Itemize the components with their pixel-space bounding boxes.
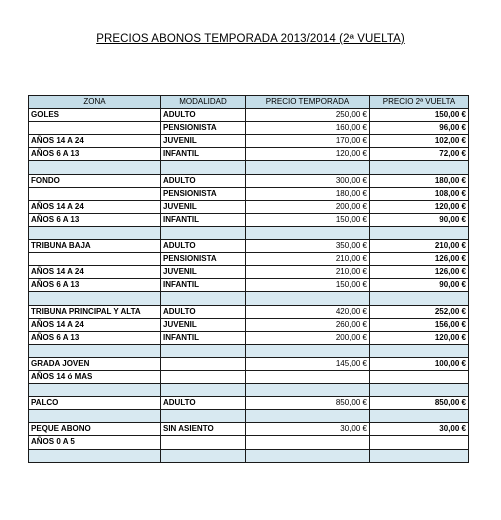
zona-cell: PEQUE ABONO <box>29 423 161 436</box>
separator-cell <box>161 161 246 174</box>
separator-row <box>29 410 469 423</box>
table-row <box>29 200 469 213</box>
precio-temporada-cell <box>246 436 370 449</box>
modalidad-cell: INFANTIL <box>161 331 246 344</box>
zona-cell: PALCO <box>29 397 161 410</box>
precio-temporada-cell: 200,00 € <box>246 331 370 344</box>
zona-cell: GRADA JOVEN <box>29 357 161 370</box>
modalidad-cell: JUVENIL <box>161 135 246 148</box>
separator-cell <box>161 344 246 357</box>
zona-cell: AÑOS 0 A 5 <box>29 436 161 449</box>
precio-temporada-cell: 150,00 € <box>246 213 370 226</box>
zona-cell <box>29 187 161 200</box>
modalidad-cell <box>161 436 246 449</box>
separator-cell <box>370 292 469 305</box>
precio-temporada-cell: 200,00 € <box>246 200 370 213</box>
separator-row <box>29 344 469 357</box>
precio-temporada-cell <box>246 370 370 383</box>
table-row <box>29 253 469 266</box>
modalidad-cell <box>161 370 246 383</box>
separator-cell <box>29 410 161 423</box>
precio-vuelta-cell: 100,00 € <box>370 357 469 370</box>
modalidad-cell: ADULTO <box>161 174 246 187</box>
separator-cell <box>246 226 370 239</box>
zona-cell: AÑOS 14 A 24 <box>29 266 161 279</box>
table-row <box>29 187 469 200</box>
modalidad-cell: PENSIONISTA <box>161 122 246 135</box>
separator-cell <box>161 410 246 423</box>
separator-row <box>29 161 469 174</box>
precio-vuelta-cell: 90,00 € <box>370 213 469 226</box>
precio-temporada-cell: 180,00 € <box>246 187 370 200</box>
separator-cell <box>161 449 246 462</box>
precio-vuelta-cell: 252,00 € <box>370 305 469 318</box>
modalidad-cell: JUVENIL <box>161 200 246 213</box>
precio-vuelta-cell: 210,00 € <box>370 240 469 253</box>
precio-vuelta-cell: 126,00 € <box>370 266 469 279</box>
precio-vuelta-cell: 126,00 € <box>370 253 469 266</box>
modalidad-cell: PENSIONISTA <box>161 253 246 266</box>
separator-cell <box>246 292 370 305</box>
table-row <box>29 397 469 410</box>
table-row <box>29 357 469 370</box>
separator-cell <box>246 161 370 174</box>
table-row <box>29 279 469 292</box>
zona-cell: AÑOS 14 ó MAS <box>29 370 161 383</box>
precio-temporada-cell: 210,00 € <box>246 253 370 266</box>
separator-cell <box>29 292 161 305</box>
separator-cell <box>246 410 370 423</box>
precio-vuelta-cell: 850,00 € <box>370 397 469 410</box>
price-table <box>28 95 469 463</box>
precio-temporada-cell: 420,00 € <box>246 305 370 318</box>
modalidad-cell: SIN ASIENTO <box>161 423 246 436</box>
modalidad-cell: JUVENIL <box>161 266 246 279</box>
zona-cell: TRIBUNA BAJA <box>29 240 161 253</box>
zona-cell: AÑOS 14 A 24 <box>29 200 161 213</box>
table-row <box>29 213 469 226</box>
modalidad-cell <box>161 357 246 370</box>
separator-cell <box>161 292 246 305</box>
zona-cell: AÑOS 14 A 24 <box>29 318 161 331</box>
separator-cell <box>29 226 161 239</box>
separator-cell <box>29 449 161 462</box>
precio-temporada-cell: 120,00 € <box>246 148 370 161</box>
separator-cell <box>246 384 370 397</box>
precio-vuelta-cell: 108,00 € <box>370 187 469 200</box>
separator-cell <box>161 226 246 239</box>
modalidad-cell: ADULTO <box>161 109 246 122</box>
zona-cell: AÑOS 6 A 13 <box>29 213 161 226</box>
modalidad-cell: PENSIONISTA <box>161 187 246 200</box>
separator-cell <box>29 344 161 357</box>
separator-cell <box>29 161 161 174</box>
precio-temporada-cell: 170,00 € <box>246 135 370 148</box>
table-row <box>29 331 469 344</box>
precio-temporada-cell: 250,00 € <box>246 109 370 122</box>
table-row <box>29 240 469 253</box>
modalidad-cell: ADULTO <box>161 305 246 318</box>
table-row <box>29 423 469 436</box>
separator-cell <box>370 344 469 357</box>
modalidad-cell: INFANTIL <box>161 213 246 226</box>
precio-vuelta-cell: 96,00 € <box>370 122 469 135</box>
separator-cell <box>246 344 370 357</box>
separator-cell <box>370 384 469 397</box>
precio-vuelta-cell: 120,00 € <box>370 200 469 213</box>
precio-temporada-cell: 160,00 € <box>246 122 370 135</box>
separator-row <box>29 449 469 462</box>
modalidad-cell: INFANTIL <box>161 148 246 161</box>
table-row <box>29 318 469 331</box>
precio-vuelta-cell: 102,00 € <box>370 135 469 148</box>
document-title: PRECIOS ABONOS TEMPORADA 2013/2014 (2ª VUELTA) <box>96 33 405 45</box>
modalidad-cell: INFANTIL <box>161 279 246 292</box>
precio-temporada-cell: 30,00 € <box>246 423 370 436</box>
separator-cell <box>246 449 370 462</box>
header-zona: ZONA <box>29 96 161 109</box>
table-row <box>29 370 469 383</box>
precio-vuelta-cell: 72,00 € <box>370 148 469 161</box>
separator-cell <box>370 449 469 462</box>
table-row <box>29 148 469 161</box>
modalidad-cell: ADULTO <box>161 397 246 410</box>
precio-vuelta-cell: 30,00 € <box>370 423 469 436</box>
separator-cell <box>370 161 469 174</box>
separator-cell <box>161 384 246 397</box>
zona-cell: AÑOS 14 A 24 <box>29 135 161 148</box>
precio-temporada-cell: 150,00 € <box>246 279 370 292</box>
header-precio-vuelta: PRECIO 2ª VUELTA <box>370 96 469 109</box>
separator-cell <box>370 226 469 239</box>
precio-vuelta-cell: 180,00 € <box>370 174 469 187</box>
table-row <box>29 436 469 449</box>
zona-cell <box>29 253 161 266</box>
zona-cell <box>29 122 161 135</box>
separator-cell <box>370 410 469 423</box>
precio-temporada-cell: 260,00 € <box>246 318 370 331</box>
table-row <box>29 122 469 135</box>
precio-vuelta-cell <box>370 370 469 383</box>
precio-vuelta-cell: 150,00 € <box>370 109 469 122</box>
precio-temporada-cell: 850,00 € <box>246 397 370 410</box>
separator-row <box>29 384 469 397</box>
table-row <box>29 174 469 187</box>
zona-cell: AÑOS 6 A 13 <box>29 279 161 292</box>
table-row <box>29 266 469 279</box>
table-header-row <box>29 96 469 109</box>
modalidad-cell: ADULTO <box>161 240 246 253</box>
header-modalidad: MODALIDAD <box>161 96 246 109</box>
table-row <box>29 305 469 318</box>
table-row <box>29 109 469 122</box>
precio-vuelta-cell: 120,00 € <box>370 331 469 344</box>
zona-cell: TRIBUNA PRINCIPAL Y ALTA <box>29 305 161 318</box>
separator-cell <box>29 384 161 397</box>
table-row <box>29 135 469 148</box>
precio-temporada-cell: 300,00 € <box>246 174 370 187</box>
zona-cell: GOLES <box>29 109 161 122</box>
zona-cell: AÑOS 6 A 13 <box>29 148 161 161</box>
table-body <box>29 109 469 463</box>
precio-temporada-cell: 350,00 € <box>246 240 370 253</box>
separator-row <box>29 226 469 239</box>
modalidad-cell: JUVENIL <box>161 318 246 331</box>
separator-row <box>29 292 469 305</box>
zona-cell: FONDO <box>29 174 161 187</box>
header-precio-temporada: PRECIO TEMPORADA <box>246 96 370 109</box>
precio-vuelta-cell: 156,00 € <box>370 318 469 331</box>
precio-vuelta-cell <box>370 436 469 449</box>
precio-temporada-cell: 145,00 € <box>246 357 370 370</box>
precio-vuelta-cell: 90,00 € <box>370 279 469 292</box>
zona-cell: AÑOS 6 A 13 <box>29 331 161 344</box>
precio-temporada-cell: 210,00 € <box>246 266 370 279</box>
